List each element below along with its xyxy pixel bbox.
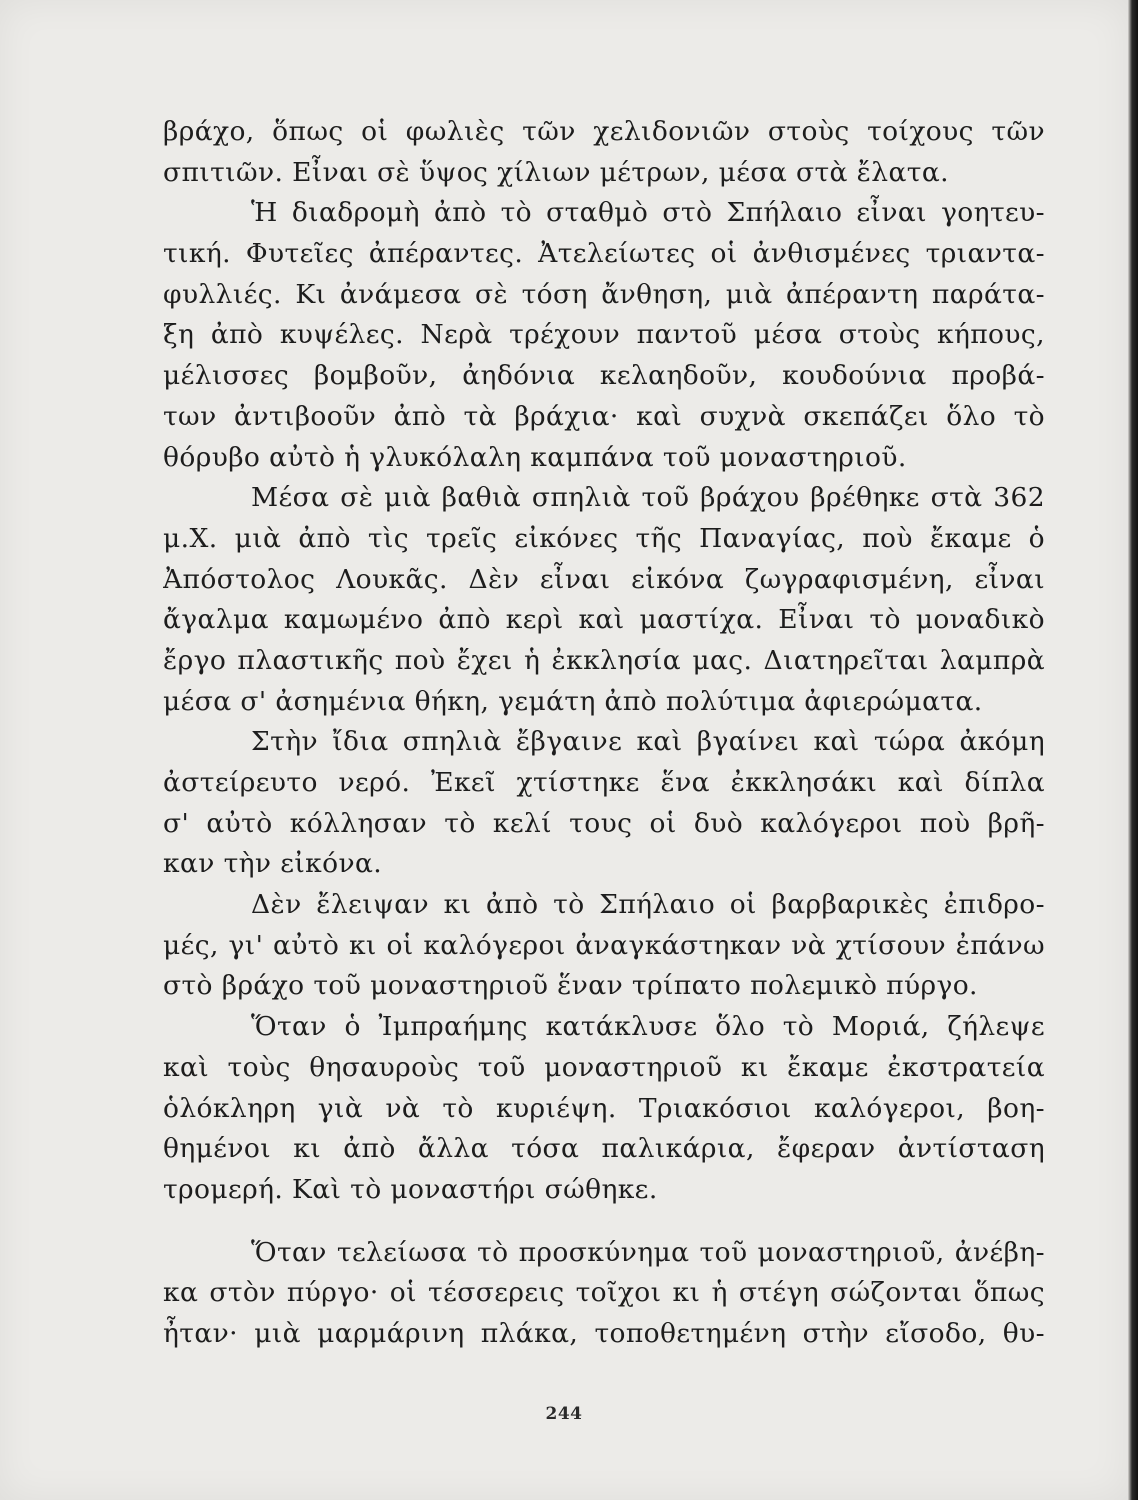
text-line: στὸ βράχο τοῦ μοναστηριοῦ ἕναν τρίπατο πολεμικὸ πύργο. bbox=[163, 970, 978, 1002]
text-line: καν τὴν εἰκόνα. bbox=[163, 848, 383, 880]
text-line: θημένοι κι ἀπὸ ἄλλα τόσα παλικάρια, ἔφεραν ἀντίσταση bbox=[163, 1133, 1045, 1165]
text-line: ξη ἀπὸ κυψέλες. Νερὰ τρέχουν παντοῦ μέσα στοὺς κήπους, bbox=[163, 319, 1045, 351]
page-number: 244 bbox=[545, 1404, 583, 1424]
text-line: ἦταν· μιὰ μαρμάρινη πλάκα, τοποθετημένη στὴν εἴσοδο, θυ- bbox=[163, 1317, 1045, 1349]
text-line: μέλισσες βομβοῦν, ἀηδόνια κελαηδοῦν, κουδούνια προβά- bbox=[163, 360, 1045, 392]
text-line: φυλλιές. Κι ἀνάμεσα σὲ τόση ἄνθηση, μιὰ ἀπέραντη παράτα- bbox=[163, 278, 1045, 310]
text-line: Στὴν ἴδια σπηλιὰ ἔβγαινε καὶ βγαίνει καὶ τώρα ἀκόμη bbox=[251, 726, 1045, 758]
body-text bbox=[163, 112, 1045, 1355]
text-line: ἀστείρευτο νερό. Ἐκεῖ χτίστηκε ἕνα ἐκκλησάκι καὶ δίπλα bbox=[163, 767, 1045, 798]
page-edge bbox=[1128, 0, 1138, 1500]
text-line: Δὲν ἔλειψαν κι ἀπὸ τὸ Σπήλαιο οἱ βαρβαρικὲς ἐπιδρο- bbox=[251, 889, 1045, 921]
text-line: καὶ τοὺς θησαυροὺς τοῦ μοναστηριοῦ κι ἔκαμε ἐκστρατεία bbox=[163, 1051, 1045, 1083]
text-line: ἔργο πλαστικῆς ποὺ ἔχει ἡ ἐκκλησία μας. Διατηρεῖται λαμπρὰ bbox=[163, 644, 1045, 676]
text-line: των ἀντιβοοῦν ἀπὸ τὰ βράχια· καὶ συχνὰ σκεπάζει ὅλο τὸ bbox=[163, 400, 1045, 432]
text-line: κα στὸν πύργο· οἱ τέσσερεις τοῖχοι κι ἡ στέγη σώζονται ὅπως bbox=[163, 1277, 1045, 1309]
text-line: ὁλόκληρη γιὰ νὰ τὸ κυριέψη. Τριακόσιοι καλόγεροι, βοη- bbox=[163, 1092, 1045, 1124]
text-line: Ἀπόστολος Λουκᾶς. Δὲν εἶναι εἰκόνα ζωγραφισμένη, εἶναι bbox=[163, 563, 1045, 595]
text-line: μές, γι' αὐτὸ κι οἱ καλόγεροι ἀναγκάστηκαν νὰ χτίσουν ἐπάνω bbox=[163, 929, 1045, 961]
text-line: σπιτιῶν. Εἶναι σὲ ὕψος χίλιων μέτρων, μέσα στὰ ἔλατα. bbox=[163, 156, 949, 188]
text-line: ἄγαλμα καμωμένο ἀπὸ κερὶ καὶ μαστίχα. Εἶναι τὸ μοναδικὸ bbox=[163, 604, 1045, 636]
text-line: μέσα σ' ἀσημένια θήκη, γεμάτη ἀπὸ πολύτιμα ἀφιερώματα. bbox=[163, 685, 983, 717]
paragraph-gap bbox=[163, 1211, 1045, 1233]
text-line: Ὅταν τελείωσα τὸ προσκύνημα τοῦ μοναστηριοῦ, ἀνέβη- bbox=[251, 1236, 1045, 1268]
text-line: Ὅταν ὁ Ἰμπραήμης κατάκλυσε ὅλο τὸ Μοριά, ζήλεψε bbox=[251, 1011, 1045, 1043]
text-line: τική. Φυτεῖες ἀπέραντες. Ἀτελείωτες οἱ ἀνθισμένες τριαντα- bbox=[163, 238, 1045, 270]
text-line: θόρυβο αὐτὸ ἡ γλυκόλαλη καμπάνα τοῦ μοναστηριοῦ. bbox=[163, 441, 907, 473]
text-line: βράχο, ὅπως οἱ φωλιὲς τῶν χελιδονιῶν στοὺς τοίχους τῶν bbox=[163, 116, 1045, 147]
text-line: Ἡ διαδρομὴ ἀπὸ τὸ σταθμὸ στὸ Σπήλαιο εἶναι γοητευ- bbox=[251, 197, 1045, 229]
text-line: Μέσα σὲ μιὰ βαθιὰ σπηλιὰ τοῦ βράχου βρέθηκε στὰ 362 bbox=[251, 482, 1045, 514]
text-line: σ' αὐτὸ κόλλησαν τὸ κελί τους οἱ δυὸ καλόγεροι ποὺ βρῆ- bbox=[163, 807, 1045, 839]
text-line: μ.Χ. μιὰ ἀπὸ τὶς τρεῖς εἰκόνες τῆς Παναγίας, ποὺ ἔκαμε ὁ bbox=[163, 522, 1045, 554]
text-line: τρομερή. Καὶ τὸ μοναστήρι σώθηκε. bbox=[163, 1173, 658, 1205]
